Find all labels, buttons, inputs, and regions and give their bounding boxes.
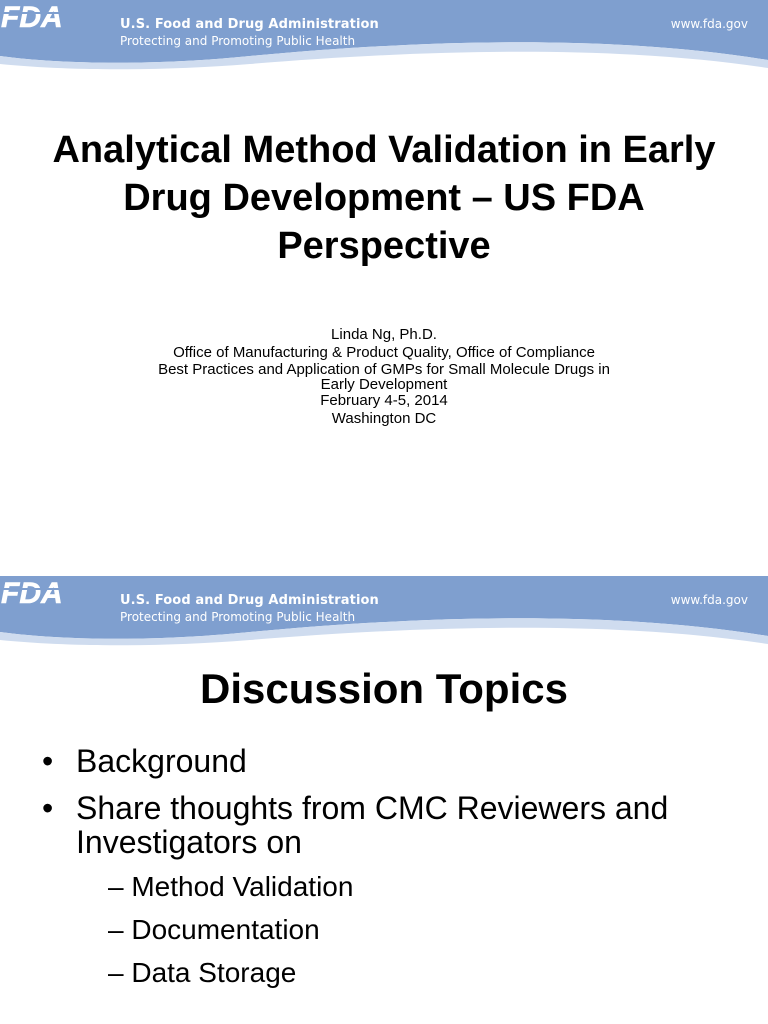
presenter-office: Office of Manufacturing & Product Quality, Office of Compliance	[173, 344, 595, 361]
sub-list-item: – Documentation	[108, 914, 320, 945]
fda-header-banner	[0, 576, 768, 664]
presenter-info	[84, 326, 684, 428]
agency-tagline: Protecting and Promoting Public Health	[120, 34, 356, 48]
agency-block	[120, 16, 379, 49]
sub-bullet-text: Documentation	[131, 914, 320, 945]
slide-title: Discussion Topics	[200, 665, 568, 712]
list-item	[42, 791, 742, 859]
discussion-slide	[0, 576, 768, 1024]
event-name-line1: Best Practices and Application of GMPs for Small Molecule Drugs in	[158, 361, 610, 378]
event-name-line2: Early Development	[320, 376, 448, 393]
sub-list-item: – Method Validation	[108, 871, 354, 902]
website-link[interactable]: www.fda.gov	[670, 17, 748, 31]
svg-text:FDA: FDA	[1, 1, 63, 32]
agency-name: U.S. Food and Drug Administration	[120, 17, 379, 32]
bullet-text: Share thoughts from CMC Reviewers and Investigators on	[76, 790, 669, 860]
topic-list	[42, 744, 742, 1001]
fda-header-banner	[0, 0, 768, 88]
svg-text:FDA: FDA	[1, 577, 63, 608]
agency-tagline: Protecting and Promoting Public Health	[120, 610, 356, 624]
presenter-name: Linda Ng, Ph.D.	[331, 326, 437, 343]
agency-block	[120, 592, 379, 625]
bullet-icon: •	[42, 790, 54, 826]
banner-swoosh	[0, 576, 768, 664]
fda-logo-icon	[0, 576, 72, 608]
event-location: Washington DC	[331, 410, 437, 427]
fda-logo-icon	[0, 0, 72, 32]
event-date: February 4-5, 2014	[320, 392, 448, 409]
website-link[interactable]: www.fda.gov	[670, 593, 748, 607]
bullet-icon: •	[42, 743, 54, 779]
sub-list-item: – Data Storage	[108, 957, 297, 988]
sub-bullet-text: Data Storage	[131, 957, 297, 988]
agency-name: U.S. Food and Drug Administration	[120, 593, 379, 608]
presentation-title: Analytical Method Validation in Early Drug Development – US FDA Perspective	[52, 129, 716, 267]
list-item	[42, 744, 742, 778]
slide-gap	[0, 552, 768, 576]
banner-swoosh	[0, 0, 768, 88]
bullet-text: Background	[76, 743, 247, 779]
sub-bullet-text: Method Validation	[131, 871, 354, 902]
